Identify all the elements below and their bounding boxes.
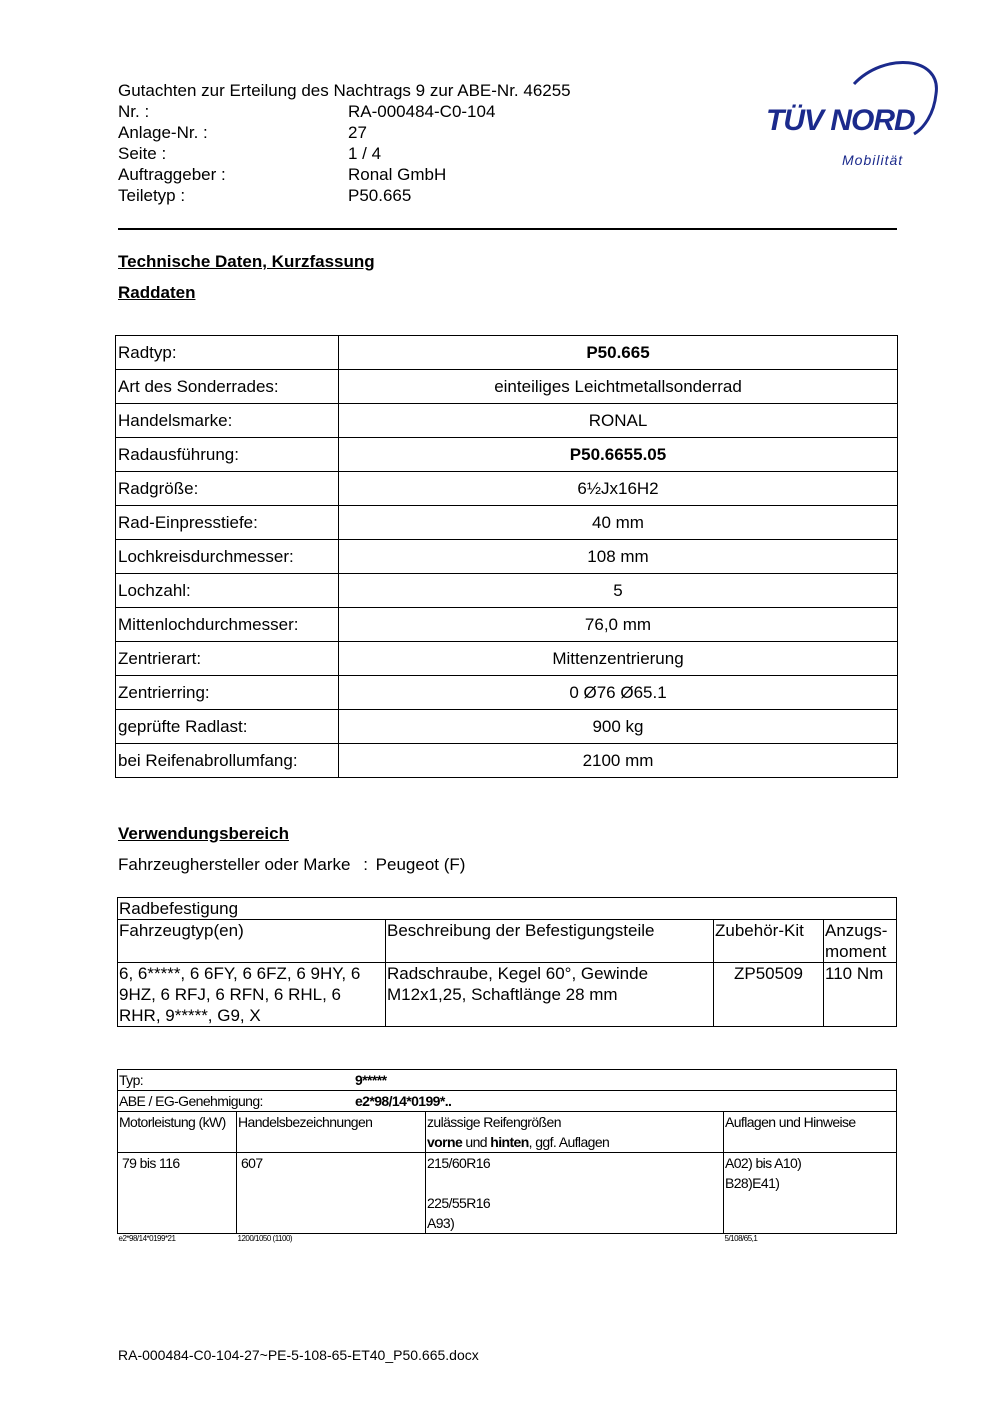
auflagen-line-1: A02) bis A10): [725, 1155, 802, 1171]
raddaten-value: 76,0 mm: [339, 608, 898, 642]
raddaten-value: P50.665: [339, 336, 898, 370]
raddaten-value: einteiliges Leichtmetallsonderrad: [339, 370, 898, 404]
raddaten-label: Radausführung:: [116, 438, 339, 472]
abe-label: ABE / EG-Genehmigung:: [119, 1093, 263, 1109]
reifen-header-und: und: [462, 1134, 491, 1150]
foot-abe-number: e2*98/14*0199*21: [118, 1234, 176, 1243]
header-field-row: [118, 185, 571, 206]
header-field-row: [118, 143, 571, 164]
raddaten-row: [116, 574, 898, 608]
header-field-value: RA-000484-C0-104: [348, 102, 496, 121]
header-field-label: Auftraggeber :: [118, 165, 226, 184]
raddaten-row: [116, 676, 898, 710]
auflagen-line-2: B28)E41): [725, 1175, 780, 1191]
col-header-motorleistung: Motorleistung (kW): [118, 1112, 237, 1153]
radbefestigung-title: Radbefestigung: [118, 898, 897, 920]
raddaten-row: [116, 710, 898, 744]
document-footer-filename: RA-000484-C0-104-27~PE-5-108-65-ET40_P50.665.docx: [118, 1347, 479, 1363]
typ-approval-table: [117, 1069, 897, 1244]
manufacturer-line: [118, 855, 465, 875]
header-field-row: [118, 122, 571, 143]
reifen-header-line1: zulässige Reifengrößen: [427, 1114, 561, 1130]
raddaten-value: 40 mm: [339, 506, 898, 540]
reifen-note: A93): [427, 1215, 455, 1231]
raddaten-label: Zentrierart:: [116, 642, 339, 676]
header-field-value: 1 / 4: [348, 144, 382, 163]
raddaten-label: Rad-Einpresstiefe:: [116, 506, 339, 540]
raddaten-row: [116, 540, 898, 574]
handel-cell: 607: [237, 1153, 426, 1234]
reifen-size-2: 225/55R16: [427, 1195, 491, 1211]
accessory-kit-cell: ZP50509: [714, 963, 824, 1027]
raddaten-value: P50.6655.05: [339, 438, 898, 472]
raddaten-row: [116, 506, 898, 540]
reifen-header-auflagen: , ggf. Auflagen: [528, 1134, 610, 1150]
logo-subtitle: Mobilität: [842, 152, 904, 168]
typ-row: [118, 1070, 897, 1091]
header-field-label: Nr. :: [118, 102, 150, 121]
document-title: Gutachten zur Erteilung des Nachtrags 9 zur ABE-Nr. 46255: [118, 81, 571, 100]
tuv-nord-logo: [764, 58, 944, 170]
col-header-auflagen: Auflagen und Hinweise: [724, 1112, 897, 1153]
raddaten-label: Radtyp:: [116, 336, 339, 370]
col-header-beschreibung: Beschreibung der Befestigungsteile: [386, 920, 714, 963]
vehicle-types-cell: 6, 6*****, 6 6FY, 6 6FZ, 6 9HY, 6 9HZ, 6 RFJ, 6 RFN, 6 RHL, 6 RHR, 9*****, G9, X: [118, 963, 386, 1027]
typ-value: 9*****: [355, 1072, 387, 1088]
raddaten-row: [116, 472, 898, 506]
col-header-fahrzeugtyp: Fahrzeugtyp(en): [118, 920, 386, 963]
radbefestigung-table: [117, 897, 897, 1027]
header-divider: [118, 228, 897, 230]
auflagen-cell: [724, 1153, 897, 1234]
header-field-value: Ronal GmbH: [348, 165, 447, 184]
col-header-reifengroessen: [426, 1112, 724, 1153]
reifen-header-hinten: hinten: [490, 1134, 529, 1150]
foot-weights: 1200/1050 (1100): [237, 1234, 293, 1243]
header-field-label: Teiletyp :: [118, 186, 186, 205]
raddaten-row: [116, 608, 898, 642]
raddaten-row: [116, 336, 898, 370]
raddaten-row: [116, 642, 898, 676]
header-fields: [118, 101, 571, 206]
raddaten-label: Mittenlochdurchmesser:: [116, 608, 339, 642]
raddaten-label: Zentrierring:: [116, 676, 339, 710]
manufacturer-separator: :: [363, 855, 368, 874]
reifen-header-vorne: vorne: [427, 1134, 463, 1150]
raddaten-label: Lochzahl:: [116, 574, 339, 608]
logo-wordmark: TÜV NORD: [766, 104, 915, 137]
raddaten-label: Lochkreisdurchmesser:: [116, 540, 339, 574]
raddaten-row: [116, 370, 898, 404]
section-heading-tech: Technische Daten, Kurzfassung: [118, 252, 375, 271]
header-field-label: Anlage-Nr. :: [118, 123, 208, 142]
manufacturer-label: Fahrzeughersteller oder Marke: [118, 855, 351, 874]
section-heading-verwendung: Verwendungsbereich: [118, 824, 289, 843]
raddaten-value: 0 Ø76 Ø65.1: [339, 676, 898, 710]
raddaten-row: [116, 438, 898, 472]
raddaten-row: [116, 404, 898, 438]
raddaten-value: Mittenzentrierung: [339, 642, 898, 676]
raddaten-row: [116, 744, 898, 778]
manufacturer-value: Peugeot (F): [375, 855, 466, 874]
raddaten-value: 900 kg: [339, 710, 898, 744]
header-field-value: P50.665: [348, 186, 412, 205]
reifen-header-line2: [427, 1132, 722, 1152]
col-header-anzugsmoment: Anzugs- moment: [824, 920, 897, 963]
raddaten-label: Art des Sonderrades:: [116, 370, 339, 404]
fastener-description-cell: Radschraube, Kegel 60°, Gewinde M12x1,25, Schaftlänge 28 mm: [386, 963, 714, 1027]
raddaten-label: Radgröße:: [116, 472, 339, 506]
foot-bolt-pattern: 5/108/65,1: [724, 1234, 758, 1243]
typ-label: Typ:: [119, 1072, 144, 1088]
motor-cell: 79 bis 116: [118, 1153, 237, 1234]
raddaten-label: bei Reifenabrollumfang:: [116, 744, 339, 778]
raddaten-value: 5: [339, 574, 898, 608]
header-field-value: 27: [348, 123, 367, 142]
raddaten-value: RONAL: [339, 404, 898, 438]
raddaten-label: Handelsmarke:: [116, 404, 339, 438]
raddaten-value: 2100 mm: [339, 744, 898, 778]
raddaten-table: [115, 335, 898, 778]
reifen-size-1: 215/60R16: [427, 1155, 491, 1171]
header-field-label: Seite :: [118, 144, 167, 163]
col-header-zubehoer: Zubehör-Kit: [714, 920, 824, 963]
abe-value: e2*98/14*0199*..: [355, 1093, 452, 1109]
col-header-handelsbezeichnungen: Handelsbezeichnungen: [237, 1112, 426, 1153]
raddaten-label: geprüfte Radlast:: [116, 710, 339, 744]
reifen-cell: [426, 1153, 724, 1234]
header-field-row: [118, 164, 571, 185]
abe-row: [118, 1091, 897, 1112]
document-header: [118, 80, 571, 206]
raddaten-value: 108 mm: [339, 540, 898, 574]
raddaten-value: 6½Jx16H2: [339, 472, 898, 506]
torque-cell: 110 Nm: [824, 963, 897, 1027]
section-heading-raddaten: Raddaten: [118, 283, 196, 302]
header-field-row: [118, 101, 571, 122]
